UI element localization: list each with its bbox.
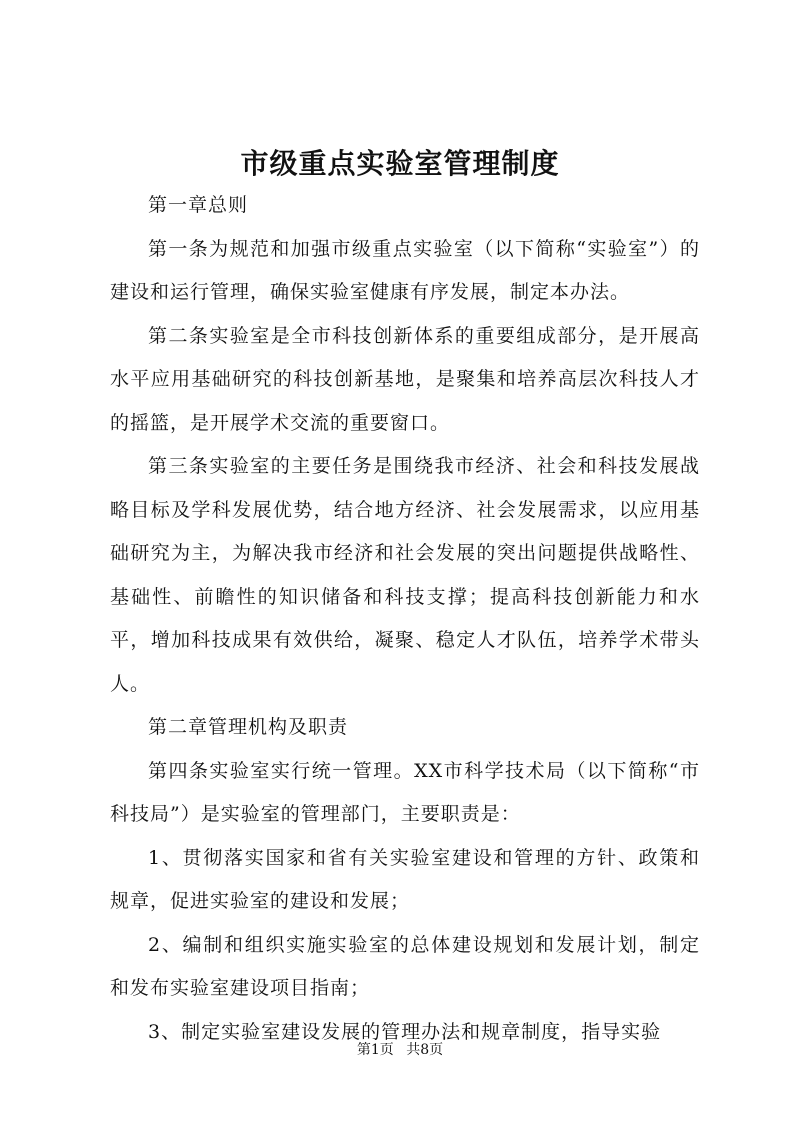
- list-item-2: 2、编制和组织实施实验室的总体建设规划和发展计划，制定和发布实验室建设项目指南；: [110, 933, 700, 999]
- page-total: 共8页: [406, 1042, 444, 1058]
- article-3: 第三条实验室的主要任务是围绕我市经济、社会和科技发展战略目标及学科发展优势，结合地方经济、社会发展需求，以应用基础研究为主，为解决我市经济和社会发展的突出问题提供战略性、基础性、前瞻性的知识储备和科技支撑；提高科技创新能力和水平，增加科技成果有效供给，凝聚、稳定人才队伍，培养学术带头人。: [110, 455, 700, 695]
- article-2: 第二条实验室是全市科技创新体系的重要组成部分，是开展高水平应用基础研究的科技创新基地，是聚集和培养高层次科技人才的摇篮，是开展学术交流的重要窗口。: [110, 324, 700, 434]
- article-1: 第一条为规范和加强市级重点实验室（以下简称“实验室”）的建设和运行管理，确保实验室健康有序发展，制定本办法。: [110, 237, 700, 303]
- document-title: 市级重点实验室管理制度: [240, 147, 560, 180]
- page-footer: [0, 1040, 800, 1060]
- chapter-heading-2: 第二章管理机构及职责: [148, 716, 349, 738]
- article-4: 第四条实验室实行统一管理。XX市科学技术局（以下简称“市科技局”）是实验室的管理部门，主要职责是：: [110, 759, 700, 825]
- document-body: [110, 184, 700, 1054]
- page-number: 第1页: [356, 1042, 394, 1058]
- chapter-heading-1: 第一章总则: [148, 194, 249, 216]
- list-item-3: 3、制定实验室建设发展的管理办法和规章制度，指导实验: [148, 1020, 662, 1043]
- list-item-1: 1、贯彻落实国家和省有关实验室建设和管理的方针、政策和规章，促进实验室的建设和发展；: [110, 846, 700, 912]
